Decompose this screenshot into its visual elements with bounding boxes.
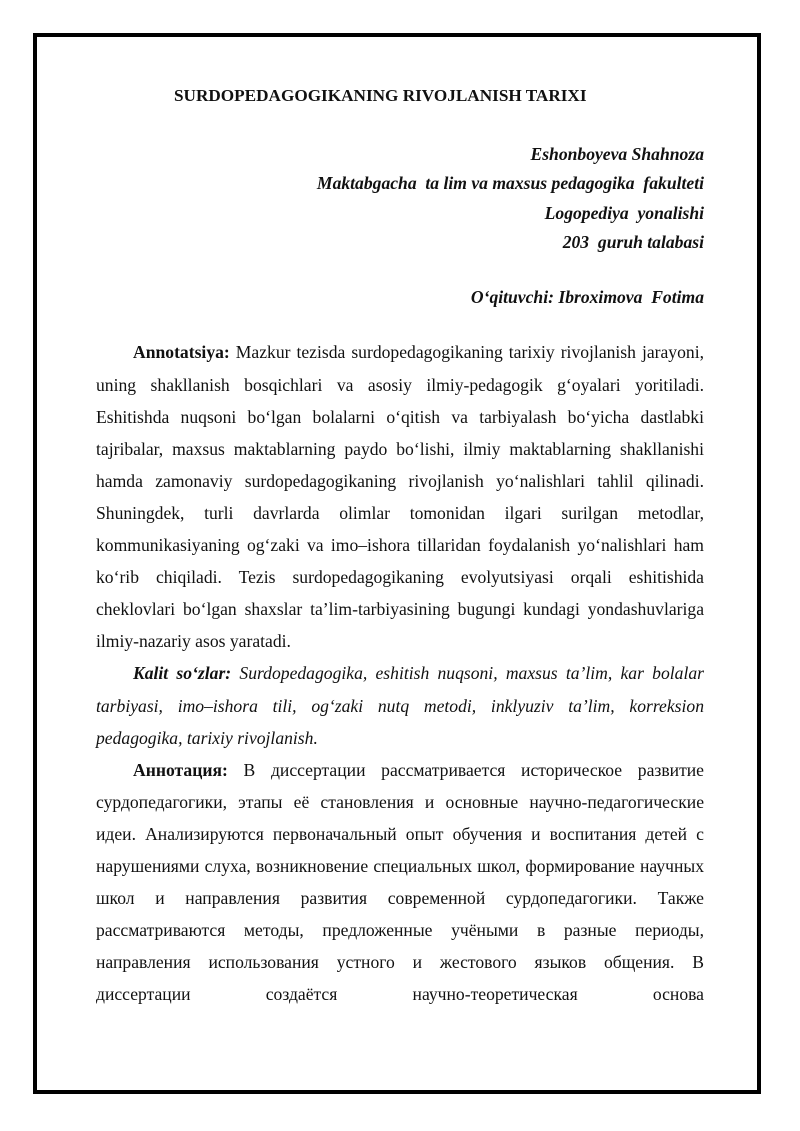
- keywords-paragraph: [96, 657, 704, 753]
- annotation-uz: [96, 336, 704, 657]
- document-page: [96, 85, 704, 1010]
- keywords-label: Kalit so‘zlar:: [133, 663, 232, 684]
- author-name: Eshonboyeva Shahnoza: [530, 144, 704, 164]
- annotation-uz-text: Mazkur tezisda surdopedagogikaning tarixiy rivojlanish jarayoni, uning shakllanish bosqichlari va asosiy ilmiy-pedagogik g‘oyalari yoritiladi. Eshitishda nuqsoni bo‘lgan bolalarni o‘qitish va tarbiyalash bo‘yicha dastlabki tajribalar, maxsus maktablarning paydo bo‘lishi, ilmiy maktablarning shakllanishi hamda zamonaviy surdopedagogikaning rivojlanish yo‘nalishlari tahlil qilinadi. Shuningdek, turli davrlarda olimlar tomonidan ilgari surilgan metodlar, kommunikasiyaning og‘zaki va imo–ishora tillaridan foydalanish yo‘nalishlari ham ko‘rib chiqiladi. Tezis surdopedagogikaning evolyutsiyasi orqali eshitishida cheklovlari bo‘lgan shaxslar ta’lim-tarbiyasining bugungi kundagi yondashuvlariga ilmiy-nazariy asos yaratadi.: [96, 342, 704, 652]
- author-direction: Logopediya yonalishi: [544, 202, 704, 223]
- author-group: 203 guruh talabasi: [562, 231, 704, 252]
- teacher-line: O‘qituvchi: Ibroximova Fotima: [470, 287, 704, 308]
- annotation-ru-text: В диссертации рассматривается историческое развитие сурдопедагогики, этапы её становления и основные научно-педагогические идеи. Анализируются первоначальный опыт обучения и воспитания детей с нарушениями слуха, возникновение специальных школ, формирование научных школ и направления развития современной сурдопедагогики. Также рассматриваются методы, предложенные учёными в разные периоды, направления использования устного и жестового языков общения. В диссертации создаётся научно-теоретическая основа: [96, 759, 704, 1005]
- keywords-text: Surdopedagogika, eshitish nuqsoni, maxsus ta’lim, kar bolalar tarbiyasi, imo–ishora tili, og‘zaki nutq metodi, inklyuziv ta’lim, korreksion pedagogika, tarixiy rivojlanish.: [96, 663, 704, 748]
- document-title: SURDOPEDAGOGIKANING RIVOJLANISH TARIXI: [174, 86, 587, 105]
- annotation-ru: [96, 754, 704, 1011]
- author-block: [96, 140, 704, 257]
- annotation-ru-label: Аннотация:: [133, 759, 228, 780]
- annotation-uz-label: Annotatsiya:: [133, 342, 230, 363]
- author-faculty: Maktabgacha ta lim va maxsus pedagogika fakulteti: [316, 173, 704, 194]
